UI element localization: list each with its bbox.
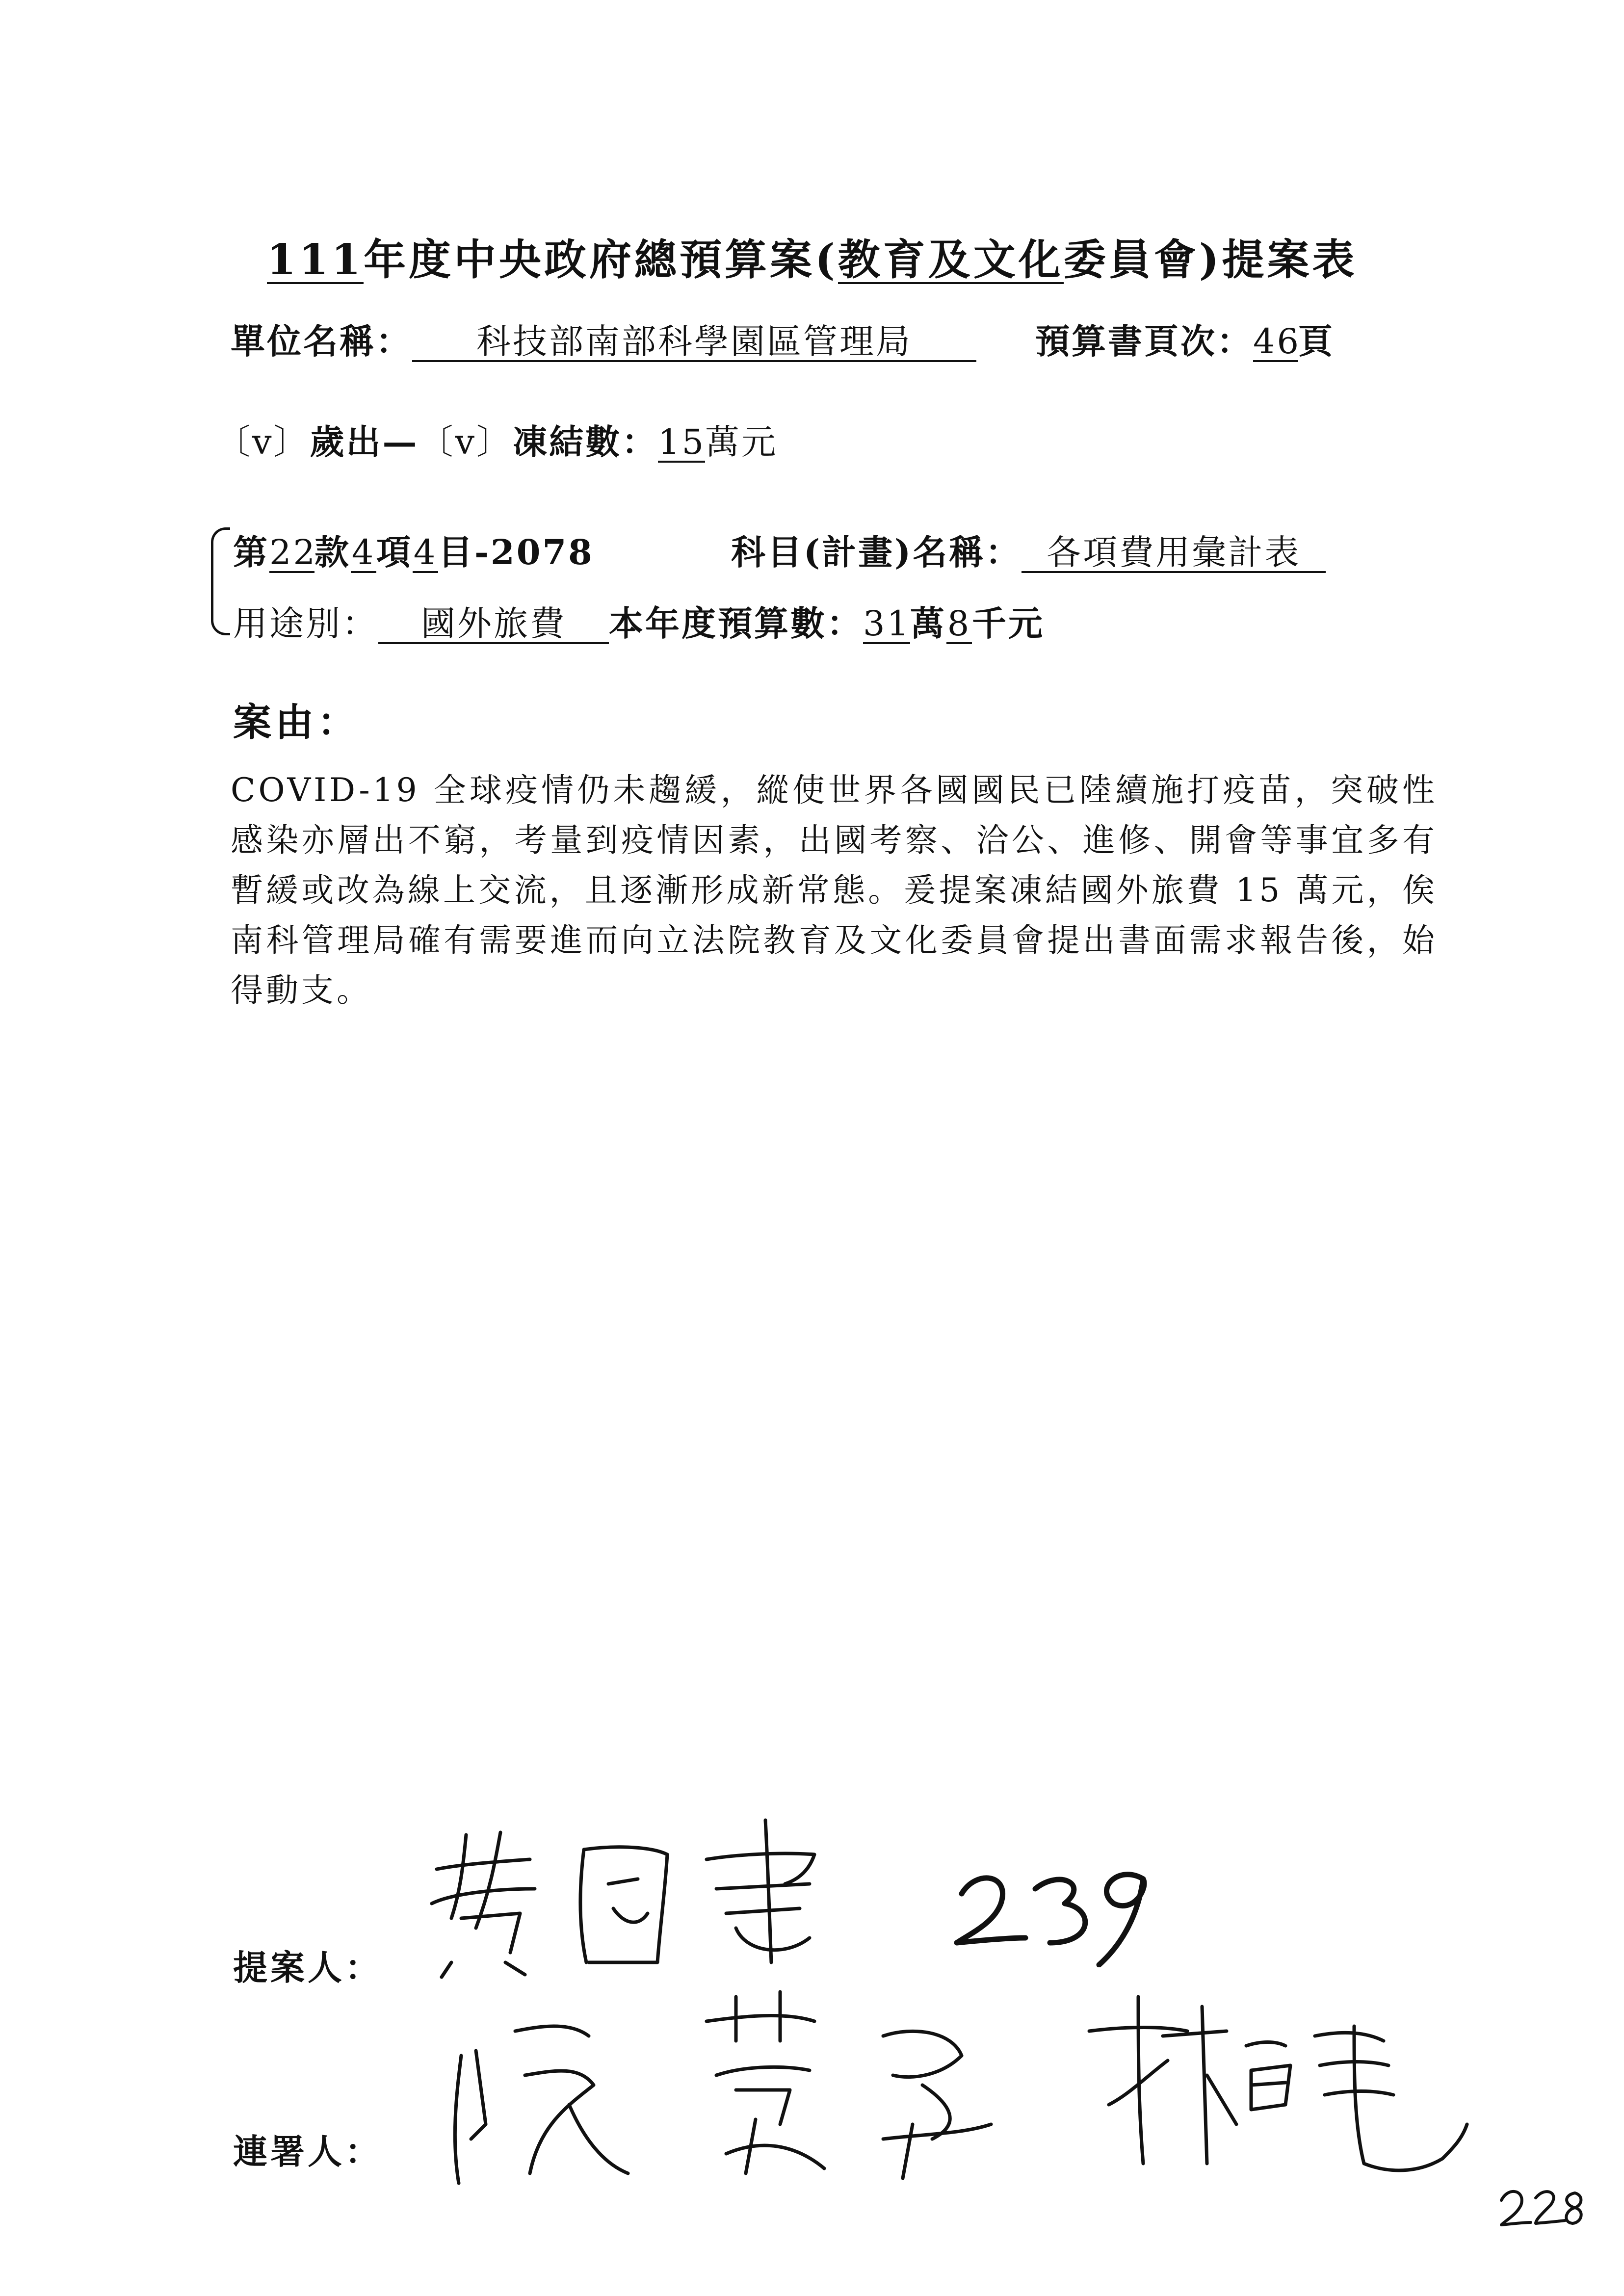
unit-name: 科技部南部科學園區管理局 xyxy=(412,324,976,362)
unit-row xyxy=(231,314,976,364)
item-bracket xyxy=(211,527,230,635)
unit-label: 單位名稱： xyxy=(231,321,412,362)
reason-heading: 案由： xyxy=(233,700,360,745)
reason-text: COVID-19 全球疫情仍未趨緩，縱使世界各國國民已陸續施打疫苗，突破性感染亦層出不窮，考量到疫情因素，出國考察、洽公、進修、開會等事宜多有暫緩或改為線上交流，且逐漸形成新常態。爰提案凍結國外旅費 15 萬元，俟南科管理局確有需要進而向立法院教育及文化委員會提出書面需求報告後，始得動支。 xyxy=(231,771,1438,1009)
title-committee: 教育及文化 xyxy=(838,235,1064,285)
page-title: 111年度中央政府總預算案(教育及文化委員會)提案表 xyxy=(266,235,1358,285)
usage-row: 用途別： 國外旅費 本年度預算數：31萬8千元 xyxy=(233,603,1045,644)
page-ref: 預算書頁次：46頁 xyxy=(1035,321,1335,362)
budget-qian: 8 xyxy=(947,603,971,644)
cosigners-label: 連署人： xyxy=(233,2131,382,2172)
proposer-signature xyxy=(422,1815,854,1982)
usage-label: 用途別： xyxy=(233,603,378,644)
freeze-amount: 15 xyxy=(658,422,706,462)
proposer-label: 提案人： xyxy=(233,1947,382,1988)
budget-label: 本年度預算數： xyxy=(609,603,863,644)
cosigners-signature xyxy=(442,1977,1472,2203)
usage-name: 國外旅費 xyxy=(378,606,609,644)
mu-number: 4 xyxy=(413,532,438,573)
subject-label: 科目(計畫)名稱： xyxy=(731,532,1022,573)
freeze-checkbox: 〔v〕 xyxy=(419,422,513,462)
kuan-number: 22 xyxy=(269,532,317,573)
page-label: 預算書頁次： xyxy=(1035,321,1253,362)
subject-row xyxy=(731,525,1326,574)
handwritten-number xyxy=(952,1859,1158,1967)
title-year: 111 xyxy=(266,235,364,285)
page-corner-number xyxy=(1496,2178,1585,2232)
expense-checkbox: 〔v〕 xyxy=(216,422,310,462)
xiang-number: 4 xyxy=(351,532,376,573)
freeze-row: 〔v〕歲出—〔v〕凍結數：15萬元 xyxy=(216,421,778,462)
budget-wan: 31 xyxy=(863,603,911,644)
item-row: 第22款4項4目-2078 xyxy=(233,532,594,573)
subject-name: 各項費用彙計表 xyxy=(1022,535,1326,573)
page-number: 46 xyxy=(1253,321,1301,362)
